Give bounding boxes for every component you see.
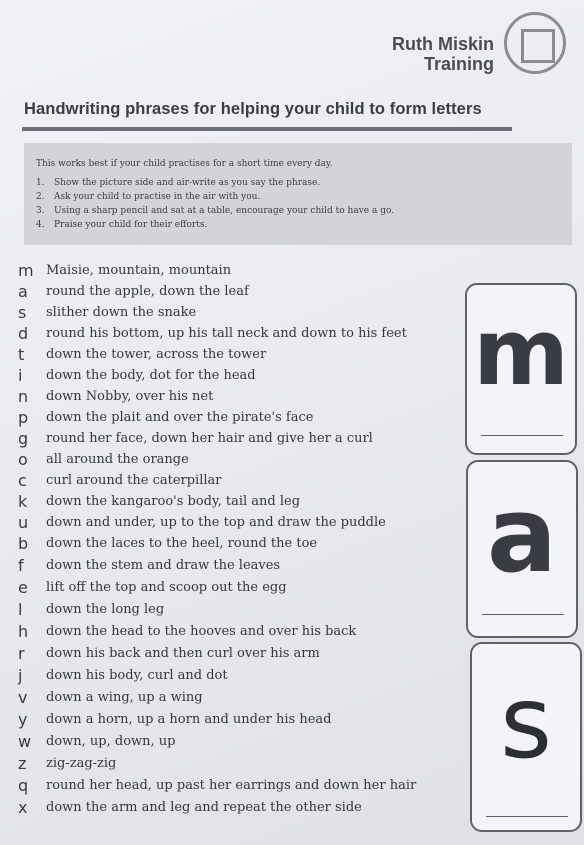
title-divider bbox=[22, 127, 512, 131]
phrase-row bbox=[18, 709, 332, 730]
card-caption-line bbox=[482, 614, 564, 615]
card-letter: m bbox=[473, 299, 569, 406]
phrase-letter: b bbox=[18, 534, 29, 553]
phrase-letter: k bbox=[18, 492, 28, 511]
picture-card-m bbox=[465, 283, 577, 455]
brand-line-1: Ruth Miskin bbox=[392, 34, 494, 54]
phrase-text: down the tower, across the tower bbox=[46, 347, 267, 362]
phrase-text: round his bottom, up his tall neck and down to his feet bbox=[46, 326, 407, 341]
phrase-letter: x bbox=[18, 798, 28, 817]
phrase-text: down the stem and draw the leaves bbox=[46, 558, 281, 573]
phrase-letter: u bbox=[18, 513, 29, 532]
phrase-row bbox=[18, 470, 222, 491]
phrase-text: down and under, up to the top and draw the puddle bbox=[46, 515, 386, 530]
instruction-item bbox=[36, 178, 558, 188]
phrase-text: down the plait and over the pirate's face bbox=[46, 410, 314, 425]
phrase-text: slither down the snake bbox=[46, 305, 197, 320]
phrase-letter: e bbox=[18, 578, 28, 597]
phrase-letter: o bbox=[18, 450, 28, 469]
instruction-text: Show the picture side and air-write as you say the phrase. bbox=[54, 178, 321, 188]
card-letter: s bbox=[499, 664, 553, 781]
brand-logo-icon bbox=[504, 12, 566, 74]
phrase-letter: n bbox=[18, 387, 29, 406]
phrase-letter: h bbox=[18, 622, 29, 641]
phrase-text: down the long leg bbox=[46, 602, 165, 617]
phrase-row bbox=[18, 775, 416, 796]
phrase-letter: c bbox=[18, 471, 27, 490]
phrase-text: lift off the top and scoop out the egg bbox=[46, 580, 287, 595]
phrase-text: Maisie, mountain, mountain bbox=[46, 263, 232, 278]
card-caption-line bbox=[481, 435, 563, 436]
phrase-row bbox=[18, 753, 116, 774]
brand-line-2: Training bbox=[423, 54, 494, 74]
phrase-text: all around the orange bbox=[46, 452, 189, 467]
phrase-row bbox=[18, 643, 320, 664]
card-caption-line bbox=[486, 816, 568, 817]
phrase-letter: j bbox=[18, 666, 23, 685]
phrase-row bbox=[18, 577, 287, 598]
phrase-row bbox=[18, 260, 231, 281]
phrase-letter: g bbox=[18, 429, 29, 448]
phrase-row bbox=[18, 665, 228, 686]
phrase-row bbox=[18, 687, 203, 708]
phrase-text: down his back and then curl over his arm bbox=[46, 646, 320, 661]
phrase-letter: f bbox=[18, 556, 24, 575]
phrase-row bbox=[18, 386, 213, 407]
phrase-row bbox=[18, 344, 266, 365]
phrase-row bbox=[18, 621, 356, 642]
page-title: Handwriting phrases for helping your child to form letters bbox=[24, 100, 482, 118]
phrase-row bbox=[18, 797, 362, 818]
phrase-text: down, up, down, up bbox=[46, 734, 176, 749]
phrase-text: down the laces to the heel, round the toe bbox=[46, 536, 318, 551]
phrase-row bbox=[18, 407, 313, 428]
picture-card-a bbox=[466, 460, 578, 638]
phrase-letter: y bbox=[18, 710, 28, 729]
phrase-text: down a wing, up a wing bbox=[46, 690, 203, 705]
phrase-letter: s bbox=[18, 303, 27, 322]
brand-name bbox=[392, 34, 494, 74]
phrase-letter: m bbox=[18, 261, 34, 280]
phrase-letter: w bbox=[18, 732, 32, 751]
phrase-row bbox=[18, 533, 317, 554]
phrase-row bbox=[18, 555, 280, 576]
phrase-row bbox=[18, 281, 249, 302]
phrase-row bbox=[18, 323, 407, 344]
phrase-text: down the head to the hooves and over his back bbox=[46, 624, 357, 639]
phrase-text: round her head, up past her earrings and down her hair bbox=[46, 778, 417, 793]
instruction-number: 3. bbox=[36, 206, 45, 216]
phrase-letter: r bbox=[18, 644, 25, 663]
phrase-letter: v bbox=[18, 688, 28, 707]
instruction-number: 1. bbox=[36, 178, 45, 188]
phrase-text: down Nobby, over his net bbox=[46, 389, 214, 404]
phrase-letter: z bbox=[18, 754, 27, 773]
instruction-number: 2. bbox=[36, 192, 45, 202]
instruction-text: Praise your child for their efforts. bbox=[54, 220, 208, 230]
phrase-letter: q bbox=[18, 776, 29, 795]
instruction-text: Ask your child to practise in the air with you. bbox=[54, 192, 261, 202]
picture-card-s bbox=[470, 642, 582, 832]
instructions-list bbox=[36, 178, 558, 230]
instruction-item bbox=[36, 192, 558, 202]
phrase-text: down the body, dot for the head bbox=[46, 368, 256, 383]
phrase-text: down the arm and leg and repeat the other side bbox=[46, 800, 362, 815]
phrase-text: down the kangaroo's body, tail and leg bbox=[46, 494, 301, 509]
phrase-row bbox=[18, 449, 189, 470]
phrase-letter: l bbox=[18, 600, 23, 619]
phrase-text: down a horn, up a horn and under his head bbox=[46, 712, 332, 727]
phrase-text: zig-zag-zig bbox=[46, 756, 117, 771]
instruction-text: Using a sharp pencil and sat at a table, encourage your child to have a go. bbox=[54, 206, 395, 216]
card-letter: a bbox=[486, 474, 558, 596]
instruction-item bbox=[36, 206, 558, 216]
phrase-letter: t bbox=[18, 345, 25, 364]
phrase-text: curl around the caterpillar bbox=[46, 473, 222, 488]
phrase-row bbox=[18, 365, 256, 386]
instructions-intro: This works best if your child practises for a short time every day. bbox=[36, 159, 333, 169]
instructions-box bbox=[24, 143, 572, 245]
instruction-item bbox=[36, 220, 558, 230]
phrase-row bbox=[18, 512, 386, 533]
phrase-letter: i bbox=[18, 366, 23, 385]
phrase-letter: p bbox=[18, 408, 29, 427]
phrase-text: down his body, curl and dot bbox=[46, 668, 228, 683]
phrase-row bbox=[18, 302, 196, 323]
phrase-row bbox=[18, 731, 175, 752]
phrase-text: round her face, down her hair and give her a curl bbox=[46, 431, 373, 446]
phrase-row bbox=[18, 428, 373, 449]
phrase-letter: a bbox=[18, 282, 28, 301]
phrase-row bbox=[18, 599, 164, 620]
instruction-number: 4. bbox=[36, 220, 45, 230]
phrase-text: round the apple, down the leaf bbox=[46, 284, 249, 299]
phrase-letter: d bbox=[18, 324, 29, 343]
phrase-row bbox=[18, 491, 300, 512]
